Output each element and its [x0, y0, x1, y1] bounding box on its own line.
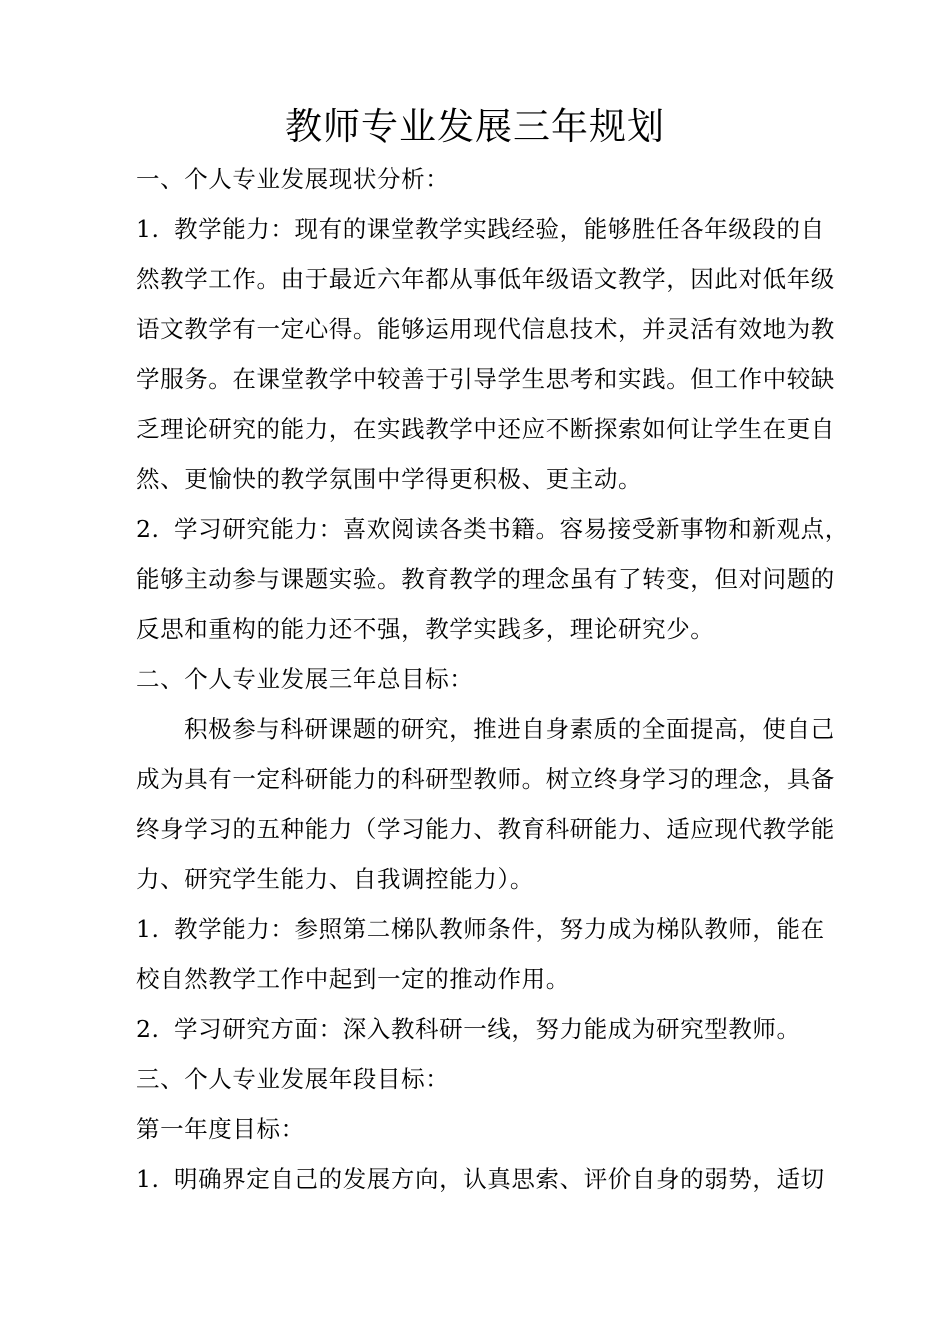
item-number: 2. — [136, 515, 160, 543]
list-item-year-one-goal — [136, 1162, 825, 1196]
line-text: 第一年度目标： — [136, 1115, 305, 1143]
line-text: 明确界定自己的发展方向，认真思索、评价自身的弱势，适切 — [174, 1165, 825, 1193]
paragraph-line — [136, 812, 835, 846]
paragraph-line — [136, 312, 835, 346]
line-text: 校自然教学工作中起到一定的推动作用。 — [136, 965, 570, 993]
line-text: 二、个人专业发展三年总目标： — [136, 665, 474, 693]
line-text: 学服务。在课堂教学中较善于引导学生思考和实践。但工作中较缺 — [136, 365, 835, 393]
line-text: 乏理论研究的能力，在实践教学中还应不断探索如何让学生在更自 — [136, 415, 835, 443]
paragraph-line — [136, 862, 534, 896]
item-number: 1. — [136, 915, 160, 943]
paragraph-line — [136, 362, 835, 396]
list-item-teaching-ability — [136, 212, 825, 246]
paragraph-line — [136, 762, 835, 796]
line-text: 积极参与科研课题的研究，推进自身素质的全面提高，使自己 — [184, 715, 835, 743]
paragraph-line — [136, 462, 642, 496]
line-text: 成为具有一定科研能力的科研型教师。树立终身学习的理念，具备 — [136, 765, 835, 793]
paragraph-line — [136, 262, 835, 296]
line-text: 教学能力：现有的课堂教学实践经验，能够胜任各年级段的自 — [174, 215, 825, 243]
paragraph-line — [136, 412, 835, 446]
line-text: 能够主动参与课题实验。教育教学的理念虽有了转变，但对问题的 — [136, 565, 835, 593]
paragraph-line — [136, 962, 570, 996]
item-number: 2. — [136, 1015, 160, 1043]
section-heading-2 — [136, 662, 473, 696]
paragraph-line — [136, 562, 835, 596]
paragraph-line — [136, 612, 714, 646]
item-number: 1. — [136, 215, 160, 243]
line-text: 学习研究方面：深入教科研一线，努力能成为研究型教师。 — [174, 1015, 801, 1043]
line-text: 终身学习的五种能力（学习能力、教育科研能力、适应现代教学能 — [136, 815, 835, 843]
list-item-research-goal — [136, 1012, 801, 1046]
document-title: 教师专业发展三年规划 — [285, 105, 665, 148]
line-text: 教学能力：参照第二梯队教师条件，努力成为梯队教师，能在 — [174, 915, 825, 943]
line-text: 反思和重构的能力还不强，教学实践多，理论研究少。 — [136, 615, 715, 643]
section-heading-3 — [136, 1062, 449, 1096]
line-text: 然教学工作。由于最近六年都从事低年级语文教学，因此对低年级 — [136, 265, 835, 293]
line-text: 一、个人专业发展现状分析： — [136, 165, 450, 193]
section-heading-1 — [136, 162, 449, 196]
line-text: 然、更愉快的教学氛围中学得更积极、更主动。 — [136, 465, 643, 493]
line-text: 学习研究能力：喜欢阅读各类书籍。容易接受新事物和新观点， — [174, 515, 849, 543]
line-text: 三、个人专业发展年段目标： — [136, 1065, 450, 1093]
item-number: 1. — [136, 1165, 160, 1193]
list-item-research-ability — [136, 512, 849, 546]
line-text: 力、研究学生能力、自我调控能力）。 — [136, 865, 534, 893]
paragraph-line-indented — [184, 712, 835, 746]
subsection-heading-year-one — [136, 1112, 305, 1146]
line-text: 语文教学有一定心得。能够运用现代信息技术，并灵活有效地为教 — [136, 315, 835, 343]
list-item-teaching-goal — [136, 912, 825, 946]
